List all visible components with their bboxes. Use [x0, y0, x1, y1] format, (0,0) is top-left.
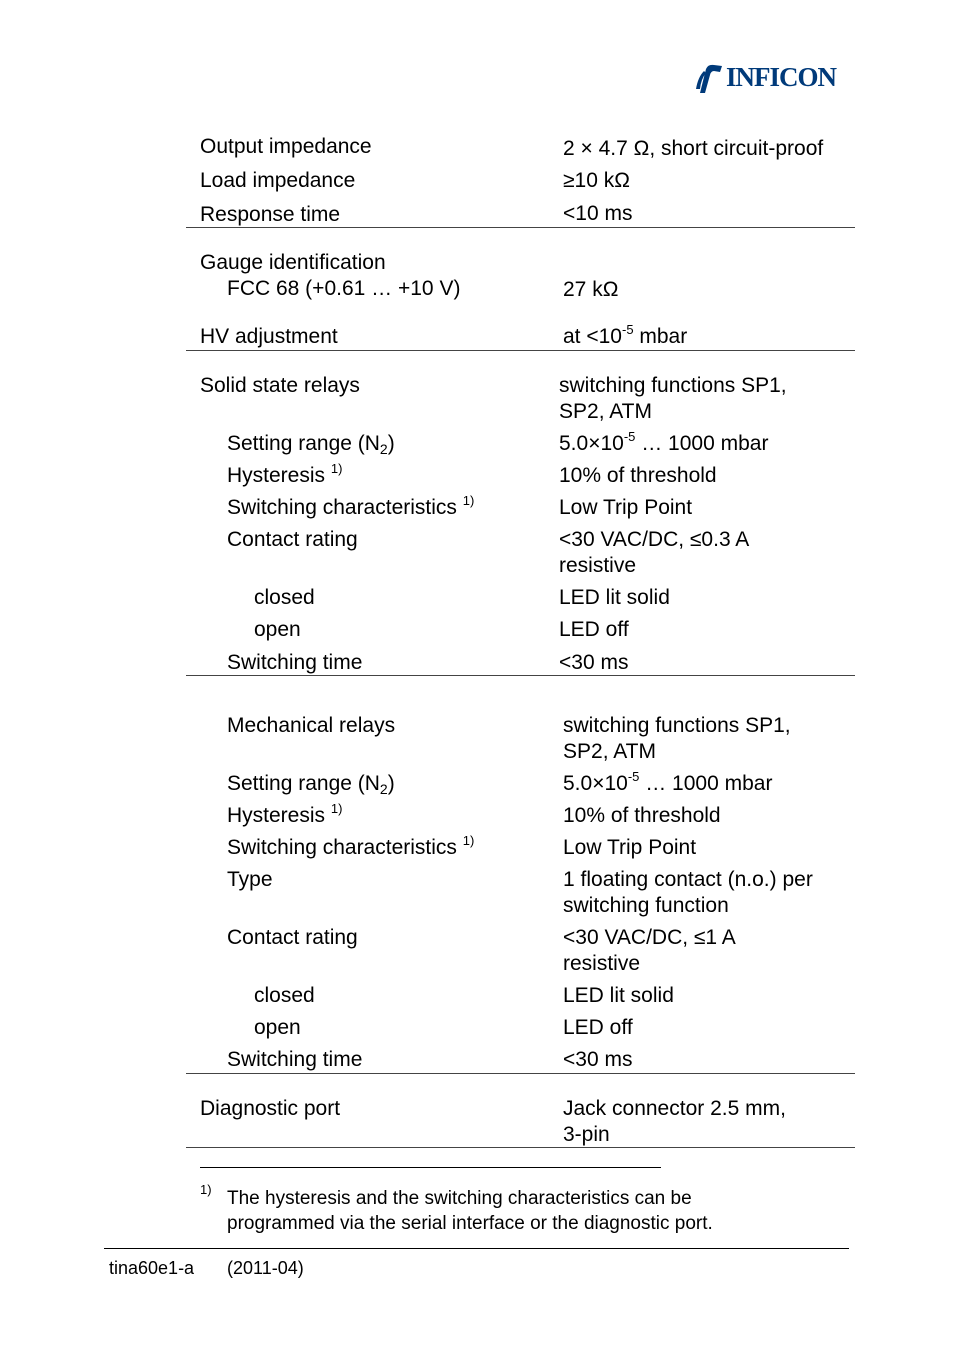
solid-state-relays-value-1: switching functions SP1, [559, 374, 787, 397]
mr-closed-label: closed [254, 984, 315, 1007]
section-divider [186, 350, 855, 351]
mechanical-relays-value-1: switching functions SP1, [563, 714, 791, 737]
load-impedance-label: Load impedance [200, 169, 356, 192]
mr-open-value: LED off [563, 1016, 633, 1039]
footer-doc-id: tina60e1-a [109, 1258, 195, 1278]
ss-switching-time-value: <30 ms [559, 651, 629, 674]
diagnostic-port-value-1: Jack connector 2.5 mm, [563, 1097, 786, 1120]
mr-type-value-2: switching function [563, 894, 729, 917]
footnote-line-2: programmed via the serial interface or the diagnostic port. [227, 1213, 713, 1234]
mr-setting-range-value: $5.0\times 10^{-5}$ … 1000 mbar [563, 769, 773, 795]
mr-contact-rating-value-1: <30 VAC/DC, ≤1 A [563, 926, 736, 949]
ss-setting-range-label: Setting range $(N_2)$ [227, 432, 395, 457]
ss-switching-time-label: Switching time [227, 651, 363, 674]
footnote-line-1: The hysteresis and the switching characteristics can be [227, 1188, 692, 1209]
mechanical-relays-value-2: SP2, ATM [563, 740, 656, 763]
ss-open-label: open [254, 618, 301, 641]
mr-type-label: Type [227, 868, 273, 891]
ss-hysteresis-value: 10% of threshold [559, 464, 717, 487]
hv-adjustment-value: at $<10^{-5}$ mbar [563, 322, 688, 348]
ss-contact-rating-label: Contact rating [227, 528, 358, 551]
fcc-value: 27 kΩ [563, 278, 619, 301]
section-divider [186, 1073, 855, 1074]
mr-switching-char-label: Switching characteristics $^{1)}$ [227, 833, 475, 859]
ss-switching-char-label: Switching characteristics $^{1)}$ [227, 493, 475, 519]
mr-switching-time-label: Switching time [227, 1048, 363, 1071]
footer-date: (2011-04) [227, 1258, 304, 1278]
mr-type-value-1: 1 floating contact (n.o.) per [563, 868, 813, 891]
footer-rule [104, 1248, 849, 1249]
section-divider [186, 227, 855, 228]
hv-adjustment-label: HV adjustment [200, 325, 338, 348]
ss-open-value: LED off [559, 618, 629, 641]
brand-name: INFICON [726, 62, 837, 92]
mr-closed-value: LED lit solid [563, 984, 674, 1007]
solid-state-relays-label: Solid state relays [200, 374, 360, 397]
mr-switching-char-value: Low Trip Point [563, 836, 697, 859]
mr-contact-rating-label: Contact rating [227, 926, 358, 949]
ss-hysteresis-label: Hysteresis $^{1)}$ [227, 461, 343, 487]
section-divider [186, 1147, 855, 1148]
gauge-identification-label: Gauge identification [200, 251, 386, 274]
ss-closed-label: closed [254, 586, 315, 609]
ss-closed-value: LED lit solid [559, 586, 670, 609]
mr-hysteresis-value: 10% of threshold [563, 804, 721, 827]
mechanical-relays-label: Mechanical relays [227, 714, 396, 737]
response-time-label: Response time [200, 203, 341, 226]
section-divider [186, 675, 855, 676]
diagnostic-port-value-2: 3-pin [563, 1123, 610, 1146]
inficon-logo-icon [694, 63, 726, 95]
fcc-label: FCC 68 (+0.61 … +10 V) [227, 277, 461, 300]
mr-open-label: open [254, 1016, 301, 1039]
response-time-value: <10 ms [563, 202, 633, 225]
output-impedance-value: 2 × 4.7 Ω, short circuit-proof [563, 137, 824, 160]
diagnostic-port-label: Diagnostic port [200, 1097, 341, 1120]
ss-contact-rating-value-2: resistive [559, 554, 637, 577]
mr-contact-rating-value-2: resistive [563, 952, 641, 975]
ss-setting-range-value: $5.0\times 10^{-5}$ … 1000 mbar [559, 429, 769, 455]
ss-contact-rating-value-1: <30 VAC/DC, ≤0.3 A [559, 528, 750, 551]
load-impedance-value: ≥10 kΩ [563, 169, 630, 192]
footnote-separator [200, 1167, 661, 1168]
mr-setting-range-label: Setting range $(N_2)$ [227, 772, 395, 797]
mr-hysteresis-label: Hysteresis $^{1)}$ [227, 801, 343, 827]
solid-state-relays-value-2: SP2, ATM [559, 400, 652, 423]
output-impedance-label: Output impedance [200, 135, 372, 158]
mr-switching-time-value: <30 ms [563, 1048, 633, 1071]
footnote-marker: 1) [200, 1182, 212, 1197]
ss-switching-char-value: Low Trip Point [559, 496, 693, 519]
